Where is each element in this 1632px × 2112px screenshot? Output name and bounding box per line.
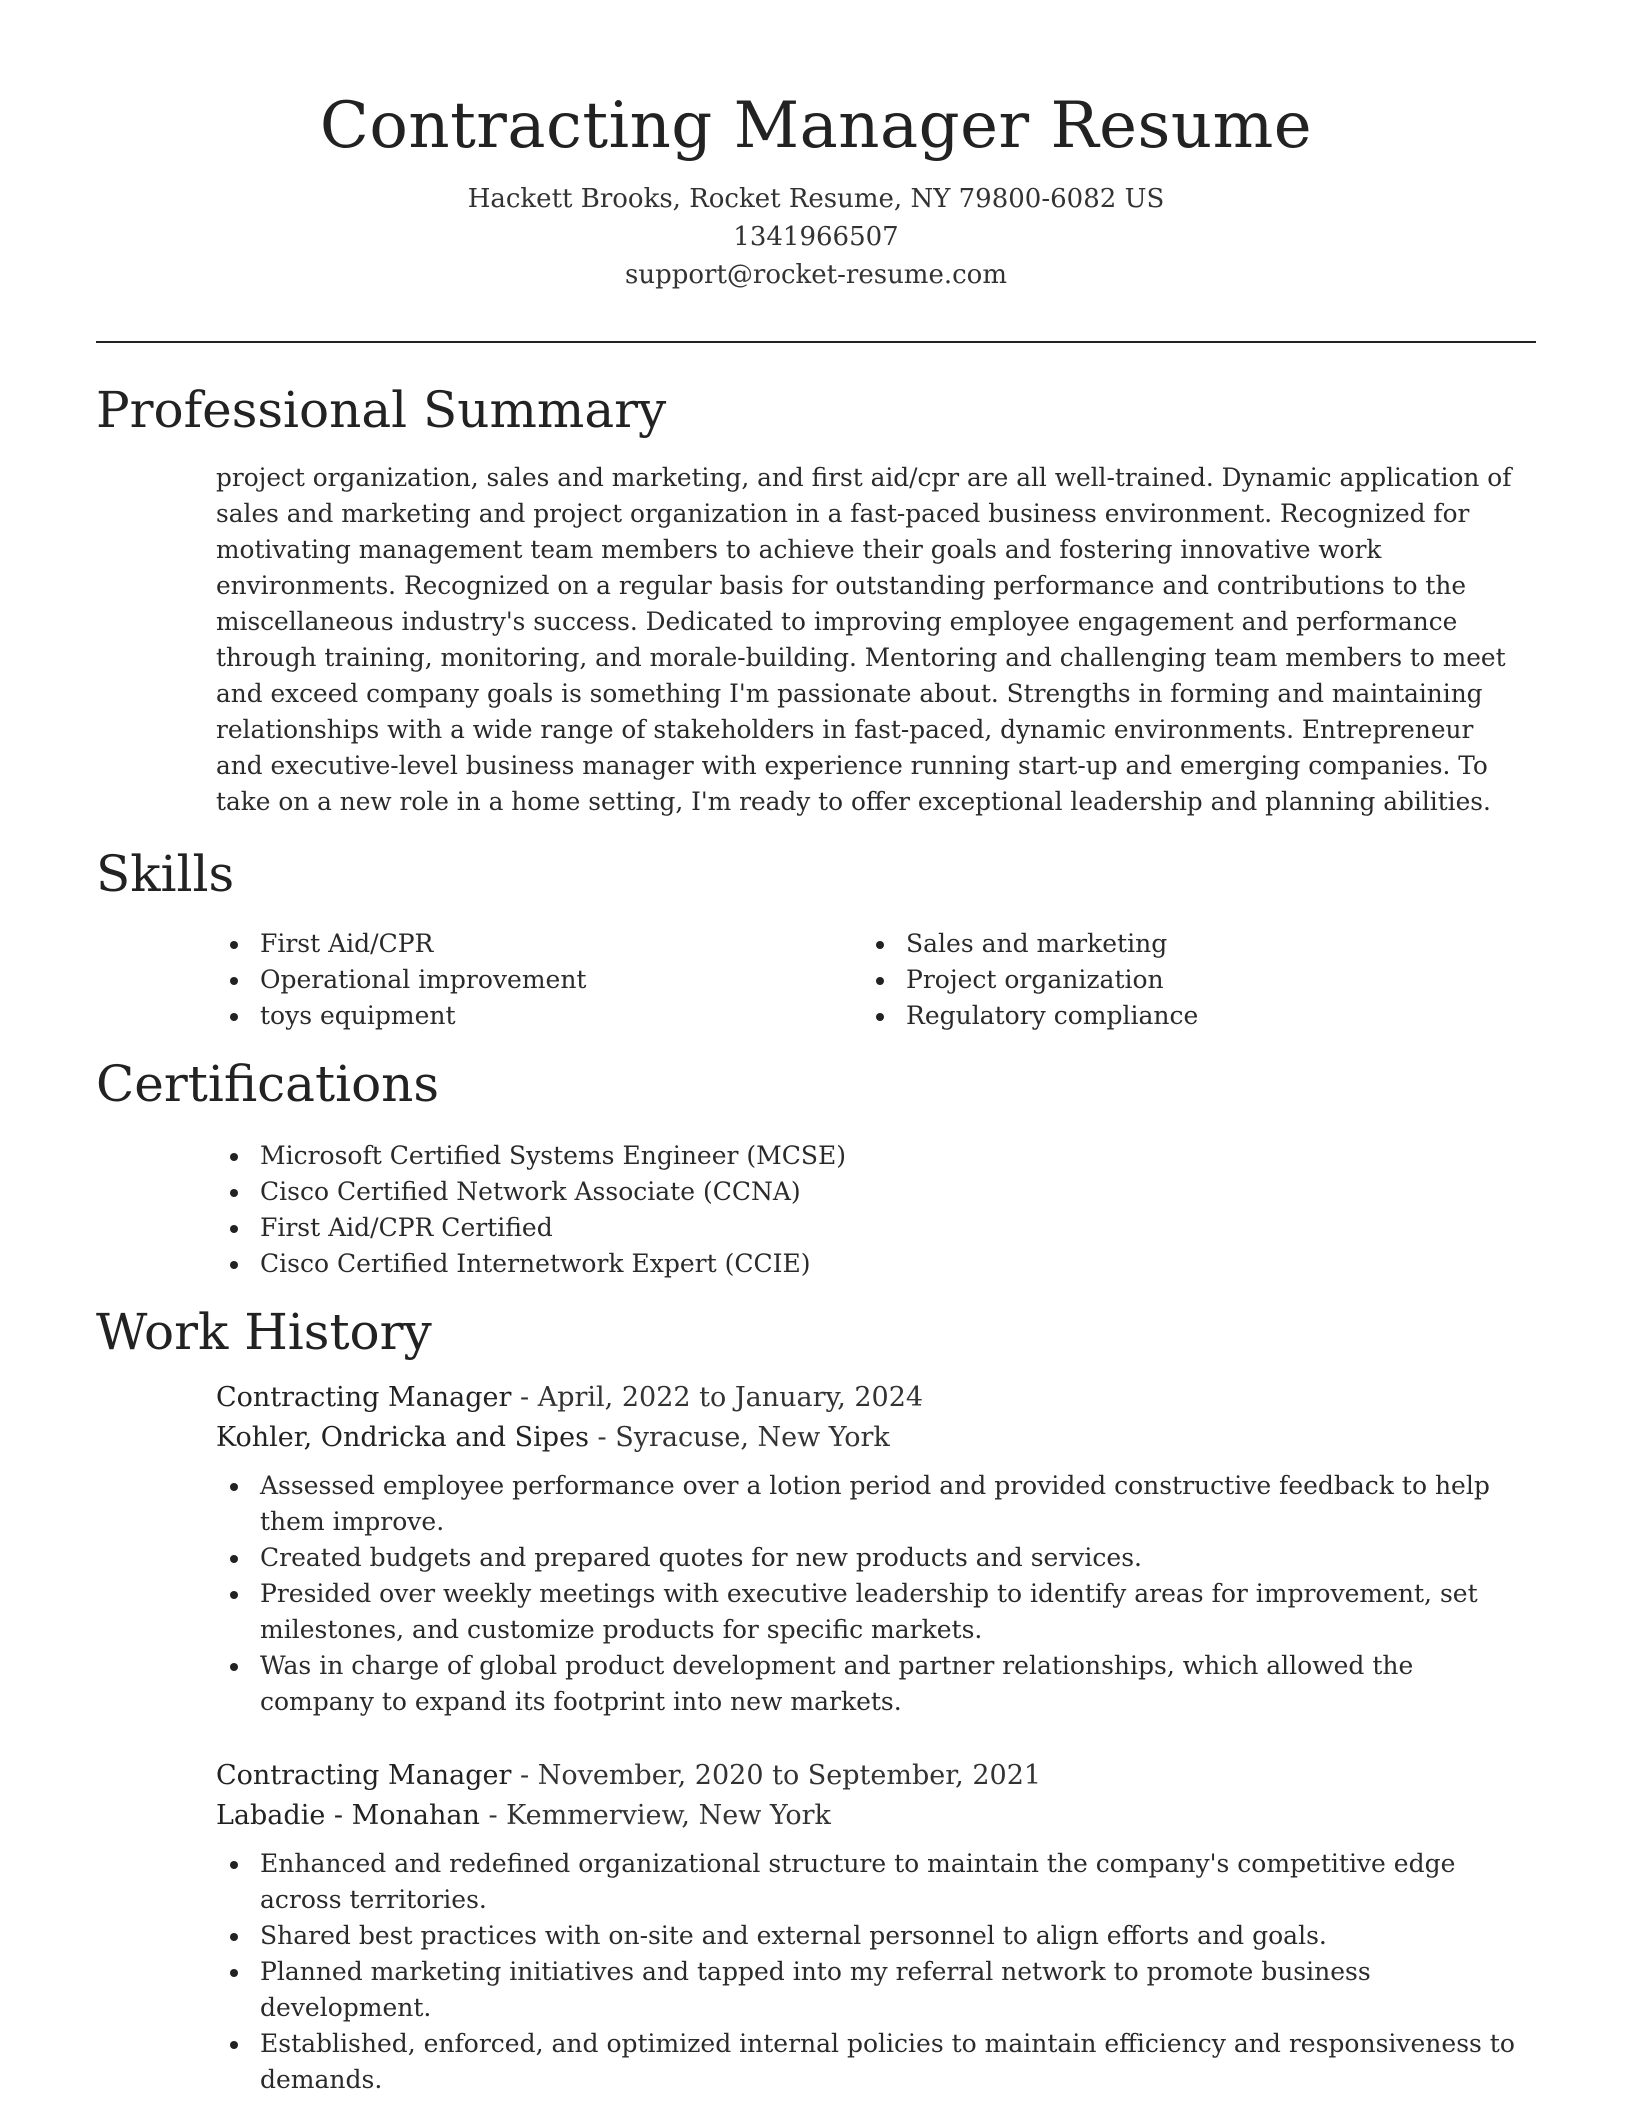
skills-list-right <box>862 926 1198 1034</box>
summary-text: project organization, sales and marketing, and first aid/cpr are all well-trained. Dynamic application of sales and marketing and project organization in a fast-paced business environment. Recognized for motivating management team members to achieve their goals and fostering innovative work environments. Recognized on a regular basis for outstanding performance and contributions to the miscellaneous industry's success. Dedicated to improving employee engagement and performance through training, monitoring, and morale-building. Mentoring and challenging team members to meet and exceed company goals is something I'm passionate about. Strengths in forming and maintaining relationships with a wide range of stakeholders in fast-paced, dynamic environments. Entrepreneur and executive-level business manager with experience running start-up and emerging companies. To take on a new role in a home setting, I'm ready to offer exceptional leadership and planning abilities. <box>216 463 1512 816</box>
job-bullet: Planned marketing initiatives and tapped into my referral network to promote business development. <box>216 1954 1516 2026</box>
summary-heading: Professional Summary <box>96 381 667 439</box>
job-company-line <box>216 1418 1516 1458</box>
header-divider <box>96 341 1536 343</box>
job-bullet: Presided over weekly meetings with executive leadership to identify areas for improvement, set milestones, and customize products for specific markets. <box>216 1576 1516 1648</box>
skill-item: First Aid/CPR <box>216 926 586 962</box>
job-company: Labadie - Monahan <box>216 1800 480 1831</box>
skill-item: Regulatory compliance <box>862 998 1198 1034</box>
contact-address: Hackett Brooks, Rocket Resume, NY 79800-6082 US <box>467 184 1165 214</box>
job-company: Kohler, Ondricka and Sipes <box>216 1422 589 1453</box>
job-bullet: Was in charge of global product development and partner relationships, which allowed the company to expand its footprint into new markets. <box>216 1648 1516 1720</box>
skill-item: toys equipment <box>216 998 586 1034</box>
job-entry <box>216 1378 1516 1720</box>
job-bullet: Established, enforced, and optimized internal policies to maintain efficiency and responsiveness to demands. <box>216 2026 1516 2098</box>
job-location: - Kemmerview, New York <box>479 1800 831 1831</box>
job-bullet: Shared best practices with on-site and external personnel to align efforts and goals. <box>216 1918 1516 1954</box>
contact-block <box>0 180 1632 294</box>
job-dates: - November, 2020 to September, 2021 <box>511 1760 1042 1791</box>
contact-phone: 1341966507 <box>733 222 899 252</box>
skills-heading: Skills <box>96 845 235 903</box>
work-history-heading: Work History <box>96 1303 432 1361</box>
page-title: Contracting Manager Resume <box>319 89 1313 163</box>
job-bullets <box>216 1846 1516 2098</box>
job-dates: - April, 2022 to January, 2024 <box>511 1382 924 1413</box>
job-bullet: Assessed employee performance over a lotion period and provided constructive feedback to help them improve. <box>216 1468 1516 1540</box>
job-company-line <box>216 1796 1516 1836</box>
skill-item: Sales and marketing <box>862 926 1198 962</box>
job-title-line <box>216 1756 1516 1796</box>
job-title: Contracting Manager <box>216 1760 512 1791</box>
certifications-heading: Certifications <box>96 1055 440 1113</box>
job-bullet: Enhanced and redefined organizational structure to maintain the company's competitive edge across territories. <box>216 1846 1516 1918</box>
job-title: Contracting Manager <box>216 1382 512 1413</box>
certification-item: Cisco Certified Network Associate (CCNA) <box>216 1174 846 1210</box>
contact-email: support@rocket-resume.com <box>624 260 1007 290</box>
job-bullets <box>216 1468 1516 1720</box>
skills-list-left <box>216 926 586 1034</box>
certification-item: Cisco Certified Internetwork Expert (CCIE) <box>216 1246 846 1282</box>
job-location: - Syracuse, New York <box>588 1422 890 1453</box>
job-bullet: Created budgets and prepared quotes for new products and services. <box>216 1540 1516 1576</box>
certification-item: Microsoft Certified Systems Engineer (MCSE) <box>216 1138 846 1174</box>
job-entry <box>216 1756 1516 2098</box>
certifications-list <box>216 1138 846 1282</box>
resume-header <box>0 0 1632 294</box>
skill-item: Operational improvement <box>216 962 586 998</box>
skill-item: Project organization <box>862 962 1198 998</box>
certification-item: First Aid/CPR Certified <box>216 1210 846 1246</box>
job-title-line <box>216 1378 1516 1418</box>
